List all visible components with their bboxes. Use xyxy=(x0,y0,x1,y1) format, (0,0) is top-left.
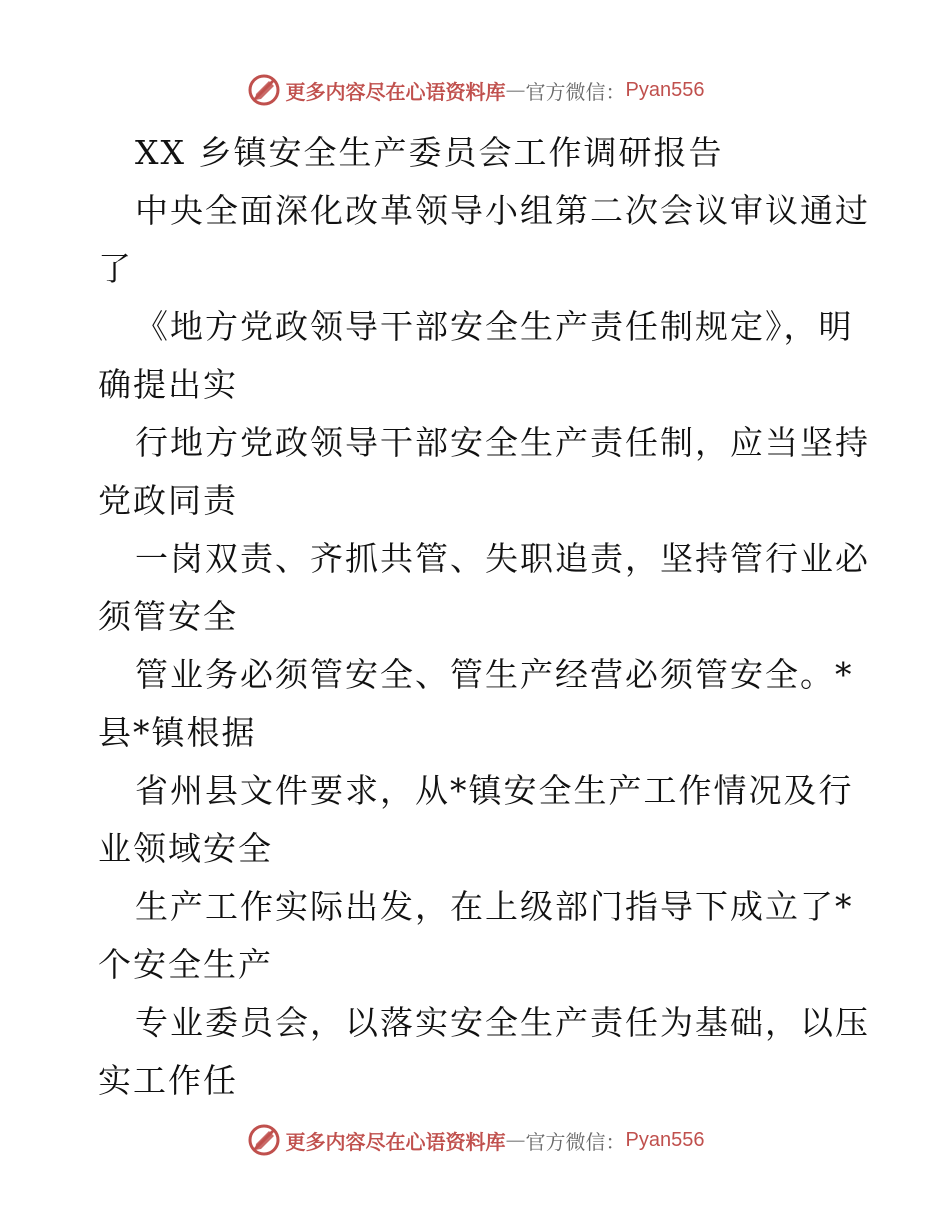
footer-banner xyxy=(0,1120,950,1160)
paragraph-line: 一岗双责、齐抓共管、失职追责，坚持管行业必 xyxy=(135,539,870,578)
paragraph-line: 县*镇根据 xyxy=(98,713,257,752)
banner-text xyxy=(286,76,705,105)
paragraph-line: 确提出实 xyxy=(98,365,238,404)
banner-label: 官方微信： xyxy=(525,1129,626,1154)
paragraph-line: 中央全面深化改革领导小组第二次会议审议通过 xyxy=(135,191,870,230)
banner-brand: 更多内容尽在心语资料库 xyxy=(285,79,506,104)
banner-dash: — xyxy=(505,78,526,102)
paragraph-line: 实工作任 xyxy=(98,1061,238,1100)
paragraph-line: 业领域安全 xyxy=(98,829,273,868)
banner-brand: 更多内容尽在心语资料库 xyxy=(285,1129,506,1154)
paragraph-line: 生产工作实际出发，在上级部门指导下成立了* xyxy=(135,887,854,926)
banner-text xyxy=(286,1126,705,1155)
banner-dash: — xyxy=(505,1128,526,1152)
paragraph-line: 专业委员会，以落实安全生产责任为基础，以压 xyxy=(135,1003,870,1042)
banner-label: 官方微信： xyxy=(525,79,626,104)
header-banner xyxy=(0,70,950,110)
brand-logo-icon xyxy=(246,1122,282,1158)
paragraph-line: 须管安全 xyxy=(98,597,238,636)
paragraph-line: 省州县文件要求，从*镇安全生产工作情况及行 xyxy=(135,771,854,810)
brand-logo-icon xyxy=(246,72,282,108)
document-body xyxy=(98,124,870,1110)
paragraph-line: 了 xyxy=(98,249,133,288)
paragraph-line: 《地方党政领导干部安全生产责任制规定》，明 xyxy=(135,307,854,346)
banner-wechat-id: Pyan556 xyxy=(625,1128,705,1151)
paragraph-line: 管业务必须管安全、管生产经营必须管安全。* xyxy=(135,655,854,694)
document-title: XX 乡镇安全生产委员会工作调研报告 xyxy=(135,133,724,172)
paragraph-line: 个安全生产 xyxy=(98,945,273,984)
banner-wechat-id: Pyan556 xyxy=(625,78,705,101)
paragraph-line: 行地方党政领导干部安全生产责任制，应当坚持 xyxy=(135,423,870,462)
paragraph-line: 党政同责 xyxy=(98,481,238,520)
